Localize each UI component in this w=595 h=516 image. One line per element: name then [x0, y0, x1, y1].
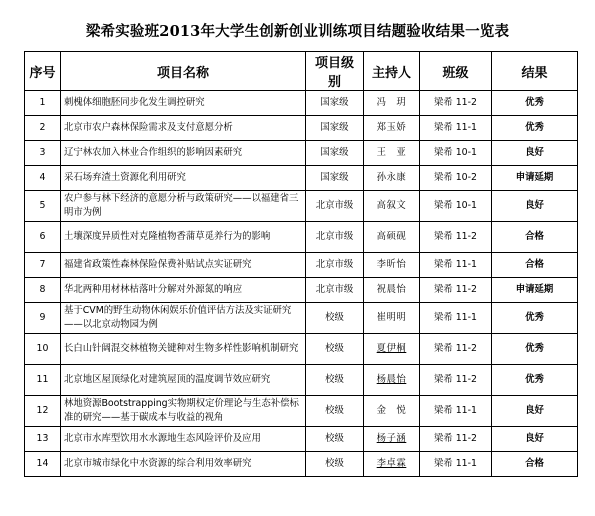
header-level: 项目级别	[306, 52, 364, 91]
project-level: 国家级	[306, 91, 364, 116]
project-name: 辽宁林农加入林业合作组织的影响因素研究	[61, 141, 306, 166]
project-host: 王 亚	[364, 141, 420, 166]
project-host	[364, 452, 420, 477]
project-host	[364, 427, 420, 452]
table-header-row	[25, 52, 578, 91]
host-name-text: 李卓霖	[376, 458, 407, 469]
project-name: 长白山针阔混交林植物关键种对生物多样性影响机制研究	[61, 334, 306, 365]
project-name: 刺槐体细胞胚同步化发生调控研究	[61, 91, 306, 116]
row-index: 2	[25, 116, 61, 141]
table-row	[25, 334, 578, 365]
project-result: 优秀	[492, 334, 578, 365]
project-class: 梁希 10-1	[420, 141, 492, 166]
row-index: 7	[25, 253, 61, 278]
project-name: 采石场弃渣土资源化利用研究	[61, 166, 306, 191]
host-name-text: 夏伊桐	[376, 343, 407, 354]
project-result: 优秀	[492, 365, 578, 396]
row-index: 3	[25, 141, 61, 166]
header-class: 班级	[420, 52, 492, 91]
row-index: 12	[25, 396, 61, 427]
project-host: 祝晨怡	[364, 278, 420, 303]
project-result: 良好	[492, 427, 578, 452]
row-index: 11	[25, 365, 61, 396]
project-class: 梁希 10-1	[420, 191, 492, 222]
project-level: 国家级	[306, 166, 364, 191]
table-row	[25, 222, 578, 253]
host-name-text: 杨子涵	[376, 433, 407, 444]
project-name: 基于CVM的野生动物休闲娱乐价值评估方法及实证研究——以北京动物园为例	[61, 303, 306, 334]
project-class: 梁希 11-1	[420, 452, 492, 477]
project-name: 华北两种用材林枯落叶分解对外源氮的响应	[61, 278, 306, 303]
project-name: 土壤深度异质性对克隆植物香蒲草觅养行为的影响	[61, 222, 306, 253]
header-index: 序号	[25, 52, 61, 91]
project-host: 孙永康	[364, 166, 420, 191]
project-level: 校级	[306, 365, 364, 396]
project-name: 北京市水库型饮用水水源地生态风险评价及应用	[61, 427, 306, 452]
project-host: 郑玉娇	[364, 116, 420, 141]
host-name-text: 杨晨怡	[376, 374, 407, 385]
row-index: 1	[25, 91, 61, 116]
project-class: 梁希 11-2	[420, 91, 492, 116]
project-level: 校级	[306, 303, 364, 334]
table-row	[25, 91, 578, 116]
project-class: 梁希 11-1	[420, 396, 492, 427]
project-result: 合格	[492, 253, 578, 278]
project-name: 北京市农户森林保险需求及支付意愿分析	[61, 116, 306, 141]
project-name: 林地资源Bootstrapping实物期权定价理论与生态补偿标准的研究——基于碳成本与收益的视角	[61, 396, 306, 427]
project-host: 冯 玥	[364, 91, 420, 116]
project-class: 梁希 11-1	[420, 253, 492, 278]
page-title: 梁希实验班2013年大学生创新创业训练项目结题验收结果一览表	[85, 23, 510, 40]
row-index: 10	[25, 334, 61, 365]
project-level: 校级	[306, 452, 364, 477]
header-result: 结果	[492, 52, 578, 91]
project-result: 申请延期	[492, 278, 578, 303]
project-name: 福建省政策性森林保险保费补贴试点实证研究	[61, 253, 306, 278]
project-host: 金 悦	[364, 396, 420, 427]
table-row	[25, 278, 578, 303]
table-row	[25, 427, 578, 452]
project-level: 北京市级	[306, 278, 364, 303]
project-level: 北京市级	[306, 253, 364, 278]
table-row	[25, 166, 578, 191]
table-row	[25, 365, 578, 396]
project-result: 良好	[492, 141, 578, 166]
table-row	[25, 116, 578, 141]
project-level: 国家级	[306, 141, 364, 166]
project-host: 高叙文	[364, 191, 420, 222]
row-index: 6	[25, 222, 61, 253]
project-level: 国家级	[306, 116, 364, 141]
table-row	[25, 303, 578, 334]
table-row	[25, 191, 578, 222]
results-table	[24, 51, 578, 477]
project-class: 梁希 11-2	[420, 278, 492, 303]
table-row	[25, 396, 578, 427]
table-row	[25, 253, 578, 278]
project-result: 合格	[492, 222, 578, 253]
project-level: 北京市级	[306, 191, 364, 222]
project-class: 梁希 11-2	[420, 334, 492, 365]
project-result: 优秀	[492, 116, 578, 141]
project-level: 校级	[306, 427, 364, 452]
project-result: 良好	[492, 396, 578, 427]
project-name: 北京地区屋顶绿化对建筑屋顶的温度调节效应研究	[61, 365, 306, 396]
project-level: 校级	[306, 396, 364, 427]
project-host	[364, 365, 420, 396]
header-host: 主持人	[364, 52, 420, 91]
project-result: 优秀	[492, 303, 578, 334]
project-host: 李昕怡	[364, 253, 420, 278]
project-result: 合格	[492, 452, 578, 477]
row-index: 14	[25, 452, 61, 477]
table-row	[25, 452, 578, 477]
project-class: 梁希 10-2	[420, 166, 492, 191]
row-index: 9	[25, 303, 61, 334]
table-row	[25, 141, 578, 166]
project-host: 崔明明	[364, 303, 420, 334]
row-index: 5	[25, 191, 61, 222]
project-host: 高硕砚	[364, 222, 420, 253]
project-level: 校级	[306, 334, 364, 365]
project-class: 梁希 11-1	[420, 116, 492, 141]
project-result: 优秀	[492, 91, 578, 116]
project-name: 农户参与林下经济的意愿分析与政策研究——以福建省三明市为例	[61, 191, 306, 222]
row-index: 4	[25, 166, 61, 191]
project-host	[364, 334, 420, 365]
project-level: 北京市级	[306, 222, 364, 253]
project-result: 良好	[492, 191, 578, 222]
project-class: 梁希 11-2	[420, 365, 492, 396]
project-class: 梁希 11-1	[420, 303, 492, 334]
row-index: 13	[25, 427, 61, 452]
header-name: 项目名称	[61, 52, 306, 91]
row-index: 8	[25, 278, 61, 303]
project-class: 梁希 11-2	[420, 222, 492, 253]
project-name: 北京市城市绿化中水资源的综合利用效率研究	[61, 452, 306, 477]
project-result: 申请延期	[492, 166, 578, 191]
project-class: 梁希 11-2	[420, 427, 492, 452]
